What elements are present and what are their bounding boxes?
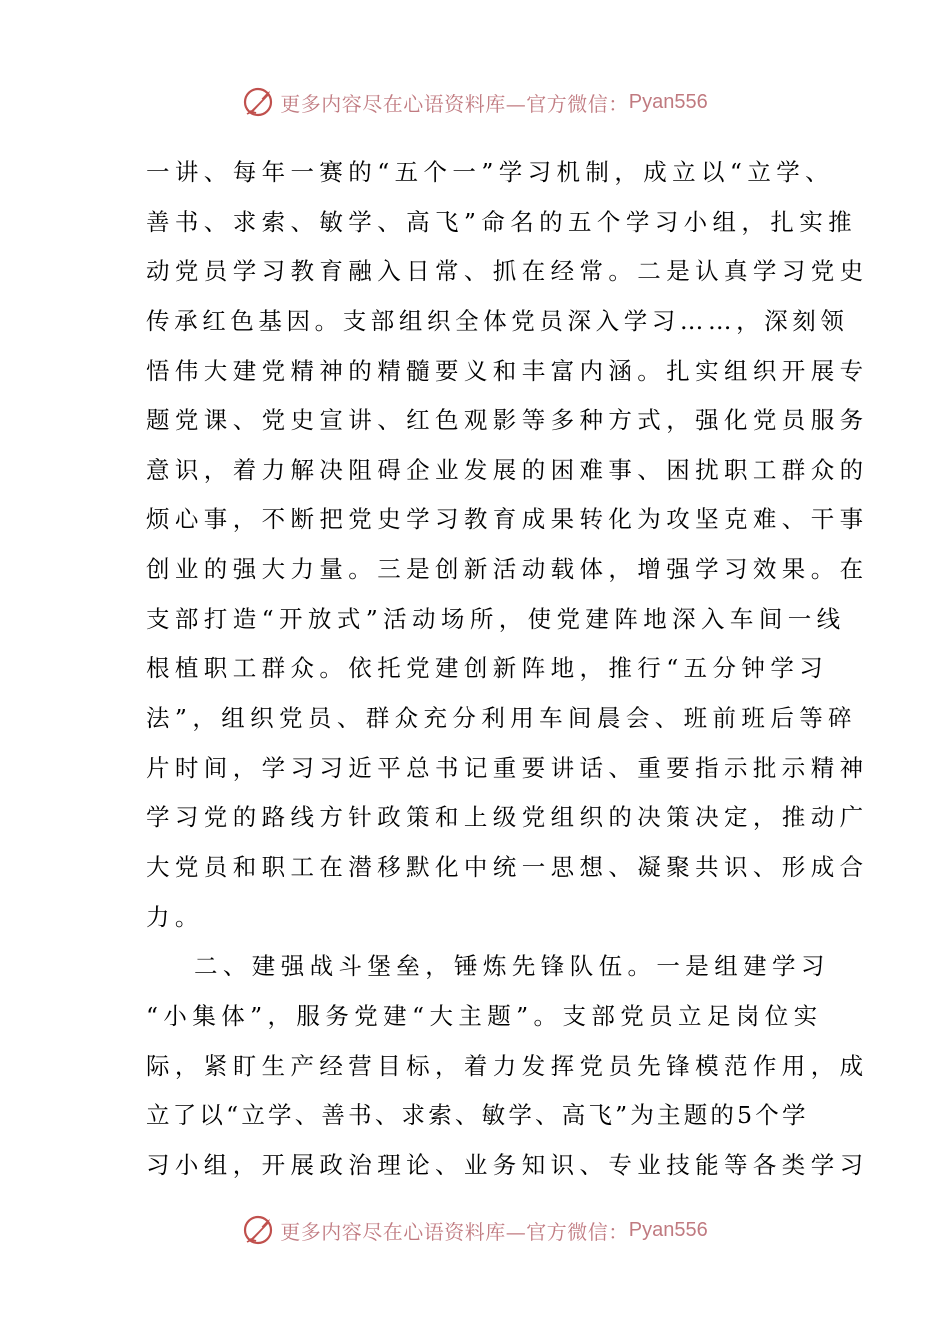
text-line: 支部打造“开放式”活动场所，使党建阵地深入车间一线: [146, 604, 846, 633]
text-line: 大党员和职工在潜移默化中统一思想、凝聚共识、形成合: [146, 852, 869, 881]
text-line: 意识，着力解决阻碍企业发展的困难事、困扰职工群众的: [146, 455, 869, 484]
watermark-text: 更多内容尽在心语资料库—官方微信：: [280, 1219, 629, 1244]
text-line: 习小组，开展政治理论、业务知识、专业技能等各类学习: [146, 1150, 869, 1179]
text-line: 创业的强大力量。三是创新活动载体，增强学习效果。在: [146, 555, 869, 584]
text-line: 一讲、每年一赛的“五个一”学习机制，成立以“立学、: [146, 158, 835, 186]
quill-logo-icon: [242, 85, 276, 119]
text-line: 学习党的路线方针政策和上级党组织的决策决定，推动广: [146, 803, 869, 832]
header-watermark: [0, 82, 950, 122]
watermark-text: 更多内容尽在心语资料库—官方微信：: [280, 91, 629, 116]
text-line: 立了以“立学、善书、求索、敏学、高飞”为主题的5个学: [146, 1101, 809, 1130]
text-line: “小集体”，服务党建“大主题”。支部党员立足岗位实: [146, 1001, 823, 1030]
section-heading-line: 二、建强战斗堡垒，锤炼先锋队伍。一是组建学习: [194, 952, 830, 981]
text-line: 动党员学习教育融入日常、抓在经常。二是认真学习党史: [146, 257, 869, 286]
text-line: 力。: [146, 902, 204, 931]
text-line: 传承红色基因。支部组织全体党员深入学习……，深刻领: [146, 306, 849, 335]
text-line: 烦心事，不断把党史学习教育成果转化为攻坚克难、干事: [146, 505, 869, 534]
document-body: [146, 148, 869, 1190]
wechat-id: Pyan556: [628, 1218, 708, 1241]
text-line: 片时间，学习习近平总书记重要讲话、重要指示批示精神: [146, 753, 869, 782]
text-line: 根植职工群众。依托党建创新阵地，推行“五分钟学习: [146, 654, 829, 683]
text-line: 善书、求索、敏学、高飞”命名的五个学习小组，扎实推: [146, 207, 858, 236]
wechat-id: Pyan556: [628, 90, 708, 113]
text-line: 悟伟大建党精神的精髓要义和丰富内涵。扎实组织开展专: [146, 356, 869, 385]
text-line: 题党课、党史宣讲、红色观影等多种方式，强化党员服务: [146, 406, 869, 435]
text-line: 际，紧盯生产经营目标，着力发挥党员先锋模范作用，成: [146, 1051, 869, 1080]
quill-logo-icon: [242, 1213, 276, 1247]
footer-watermark: [0, 1210, 950, 1250]
text-line: 法”，组织党员、群众充分利用车间晨会、班前班后等碎: [146, 704, 858, 733]
